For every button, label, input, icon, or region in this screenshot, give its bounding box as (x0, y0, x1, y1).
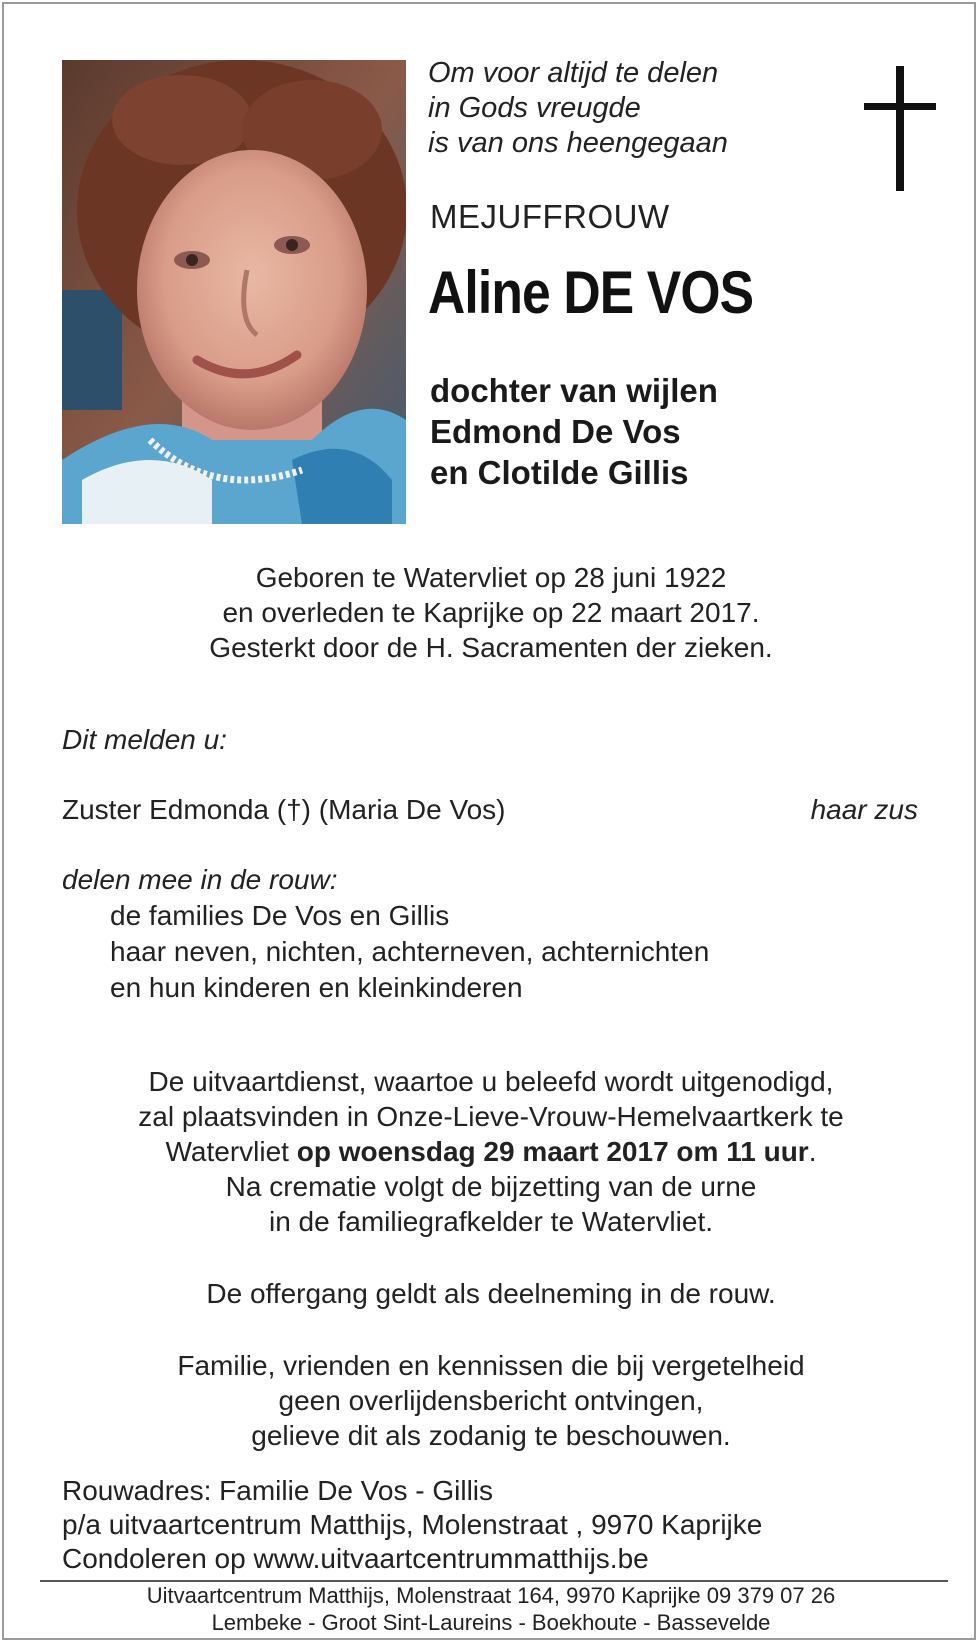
notice-line: Familie, vrienden en kennissen die bij vergetelheid (177, 1350, 805, 1381)
mourning-line: en hun kinderen en kleinkinderen (110, 972, 523, 1003)
notice (4, 1348, 978, 1453)
offering-line: De offergang geldt als deelneming in de rouw. (206, 1278, 776, 1309)
footer-line: Lembeke - Groot Sint-Laureins - Boekhoute - Bassevelde (211, 1610, 771, 1635)
service-line (4, 1134, 978, 1169)
verse (428, 56, 728, 161)
mourning-label: delen mee in de rouw: (62, 864, 338, 895)
info-line: en overleden te Kaprijke op 22 maart 2017. (222, 597, 760, 628)
offering-note (4, 1276, 978, 1311)
service-info (4, 1064, 978, 1239)
service-period: . (808, 1136, 817, 1167)
service-line: De uitvaartdienst, waartoe u beleefd wordt uitgenodigd, (148, 1066, 834, 1097)
service-line: zal plaatsvinden in Onze-Lieve-Vrouw-Hemelvaartkerk te (138, 1101, 844, 1132)
verse-line: in Gods vreugde (428, 92, 641, 124)
address-line: Condoleren op www.uitvaartcentrummatthijs.be (62, 1543, 649, 1574)
honorific-title: MEJUFFROUW (430, 198, 670, 235)
mourning-line: haar neven, nichten, achterneven, achternichten (110, 936, 710, 967)
address-line: p/a uitvaartcentrum Matthijs, Molenstraat , 9970 Kaprijke (62, 1509, 763, 1540)
verse-line: is van ons heengegaan (428, 127, 728, 159)
mourning-address (62, 1474, 762, 1576)
birth-death-info (4, 560, 978, 665)
relative-name: Zuster Edmonda (†) (Maria De Vos) (62, 794, 506, 825)
verse-line: Om voor altijd te delen (428, 57, 719, 89)
announce-label: Dit melden u: (62, 724, 227, 755)
deceased-name: Aline DE VOS (428, 259, 754, 326)
cross-icon (864, 66, 936, 191)
mourning-list (110, 898, 709, 1006)
parents-line: en Clotilde Gillis (430, 454, 689, 491)
address-line: Rouwadres: Familie De Vos - Gillis (62, 1475, 494, 1506)
mourning-line: de families De Vos en Gillis (110, 900, 450, 931)
info-line: Gesterkt door de H. Sacramenten der zieken. (209, 632, 773, 663)
service-line: in de familiegrafkelder te Watervliet. (268, 1206, 714, 1237)
parents-line: Edmond De Vos (430, 413, 681, 450)
notice-line: geen overlijdensbericht ontvingen, (278, 1385, 704, 1416)
parents (430, 370, 718, 493)
service-date: op woensdag 29 maart 2017 om 11 uur (296, 1136, 809, 1167)
notice-line: gelieve dit als zodanig te beschouwen. (251, 1420, 731, 1451)
portrait-illustration (62, 60, 406, 524)
service-line: Na crematie volgt de bijzetting van de urne (225, 1171, 757, 1202)
obituary-card (2, 2, 976, 1640)
parents-line: dochter van wijlen (430, 372, 718, 409)
portrait-photo (62, 60, 406, 524)
funeral-home-footer (4, 1582, 978, 1636)
relative-row (62, 794, 918, 826)
info-line: Geboren te Watervliet op 28 juni 1922 (255, 562, 727, 593)
relative-relation: haar zus (810, 794, 918, 825)
footer-line: Uitvaartcentrum Matthijs, Molenstraat 164, 9970 Kaprijke 09 379 07 26 (146, 1583, 836, 1608)
service-place: Watervliet (165, 1136, 297, 1167)
